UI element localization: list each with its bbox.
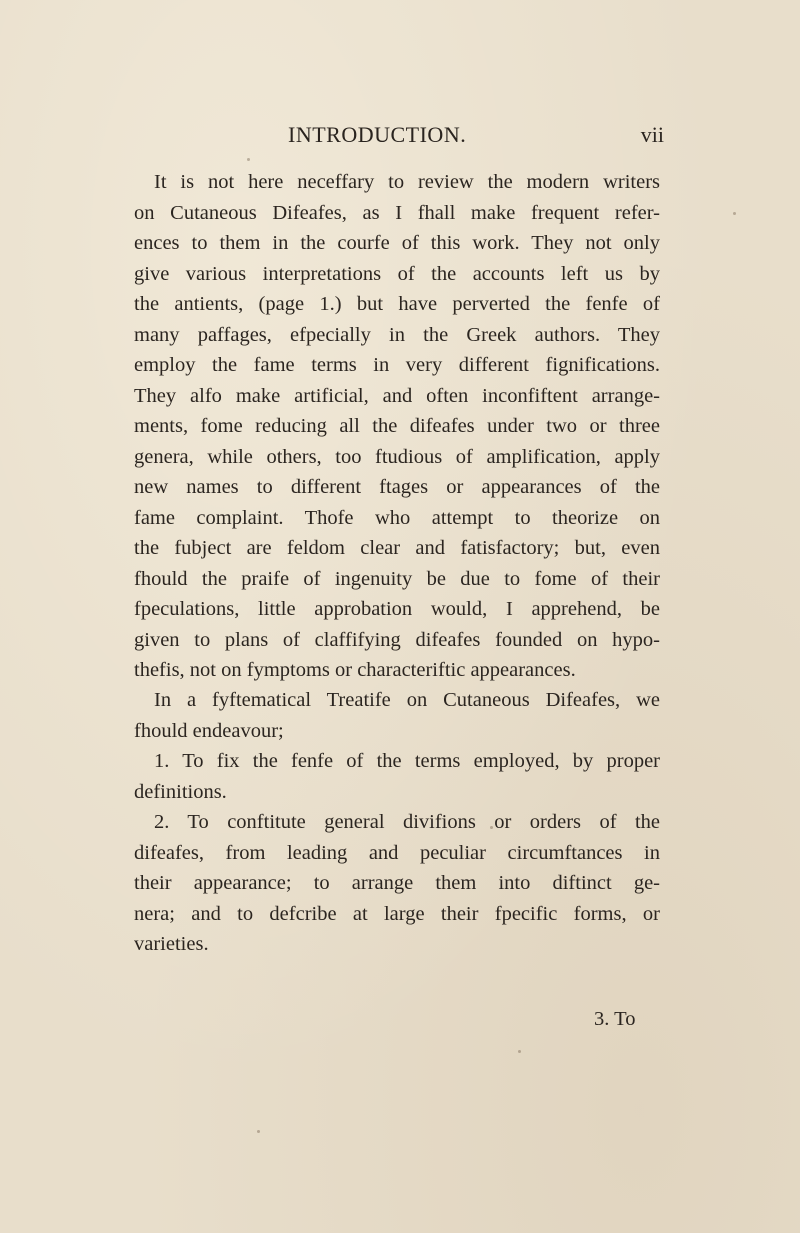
page-number: vii bbox=[640, 122, 664, 147]
text-line: genera, while others, too ftudious of amplification, apply bbox=[134, 445, 660, 468]
catchword: 3. To bbox=[594, 1008, 636, 1030]
text-line: the fubject are feldom clear and fatisfactory; but, even bbox=[134, 537, 660, 559]
text-line: fhould the praife of ingenuity be due to fome of their bbox=[134, 567, 660, 590]
paper-speck bbox=[257, 1130, 260, 1133]
text-line: employ the fame terms in very different fignifications. bbox=[134, 354, 660, 376]
list-item-2: 2. To conftitute general divifions or orders of the bbox=[154, 811, 660, 833]
page-header bbox=[134, 120, 664, 160]
text-line: new names to different ftages or appearances of the bbox=[134, 476, 660, 498]
text-line: fhould endeavour; bbox=[134, 719, 284, 742]
text-line: definitions. bbox=[134, 780, 227, 803]
text-line: many paffages, efpecially in the Greek authors. They bbox=[134, 323, 660, 346]
text-line: It is not here neceffary to review the modern writers bbox=[154, 171, 660, 193]
text-line: ences to them in the courfe of this work. They not only bbox=[134, 232, 660, 254]
paragraph-review-of-modern-writers bbox=[134, 167, 660, 686]
text-line: on Cutaneous Difeafes, as I fhall make frequent refer- bbox=[134, 201, 660, 224]
text-line: difeafes, from leading and peculiar circumftances in bbox=[134, 841, 660, 864]
text-line: given to plans of claffifying difeafes founded on hypo- bbox=[134, 628, 660, 651]
text-line: They alfo make artificial, and often inconfiftent arrange- bbox=[134, 384, 660, 407]
text-line: the antients, (page 1.) but have perverted the fenfe of bbox=[134, 293, 660, 315]
paper-speck bbox=[247, 158, 250, 161]
paper-speck bbox=[518, 1050, 521, 1053]
text-line: nera; and to defcribe at large their fpecific forms, or bbox=[134, 902, 660, 925]
paper-speck bbox=[490, 826, 493, 829]
running-head: INTRODUCTION. bbox=[288, 122, 467, 147]
text-line: varieties. bbox=[134, 933, 209, 955]
text-line: ments, fome reducing all the difeafes under two or three bbox=[134, 415, 660, 437]
text-line: their appearance; to arrange them into diftinct ge- bbox=[134, 872, 660, 894]
list-item-1: 1. To fix the fenfe of the terms employed, by proper bbox=[154, 750, 660, 772]
paper-speck bbox=[733, 212, 736, 215]
text-line: fpeculations, little approbation would, I apprehend, be bbox=[134, 598, 660, 620]
paragraph-systematical-treatise bbox=[134, 685, 660, 960]
text-line: thefis, not on fymptoms or characteriftic appearances. bbox=[134, 659, 576, 681]
text-line: give various interpretations of the accounts left us by bbox=[134, 262, 660, 285]
text-line: In a fyftematical Treatife on Cutaneous Difeafes, we bbox=[154, 689, 660, 711]
text-line: fame complaint. Thofe who attempt to theorize on bbox=[134, 506, 660, 529]
